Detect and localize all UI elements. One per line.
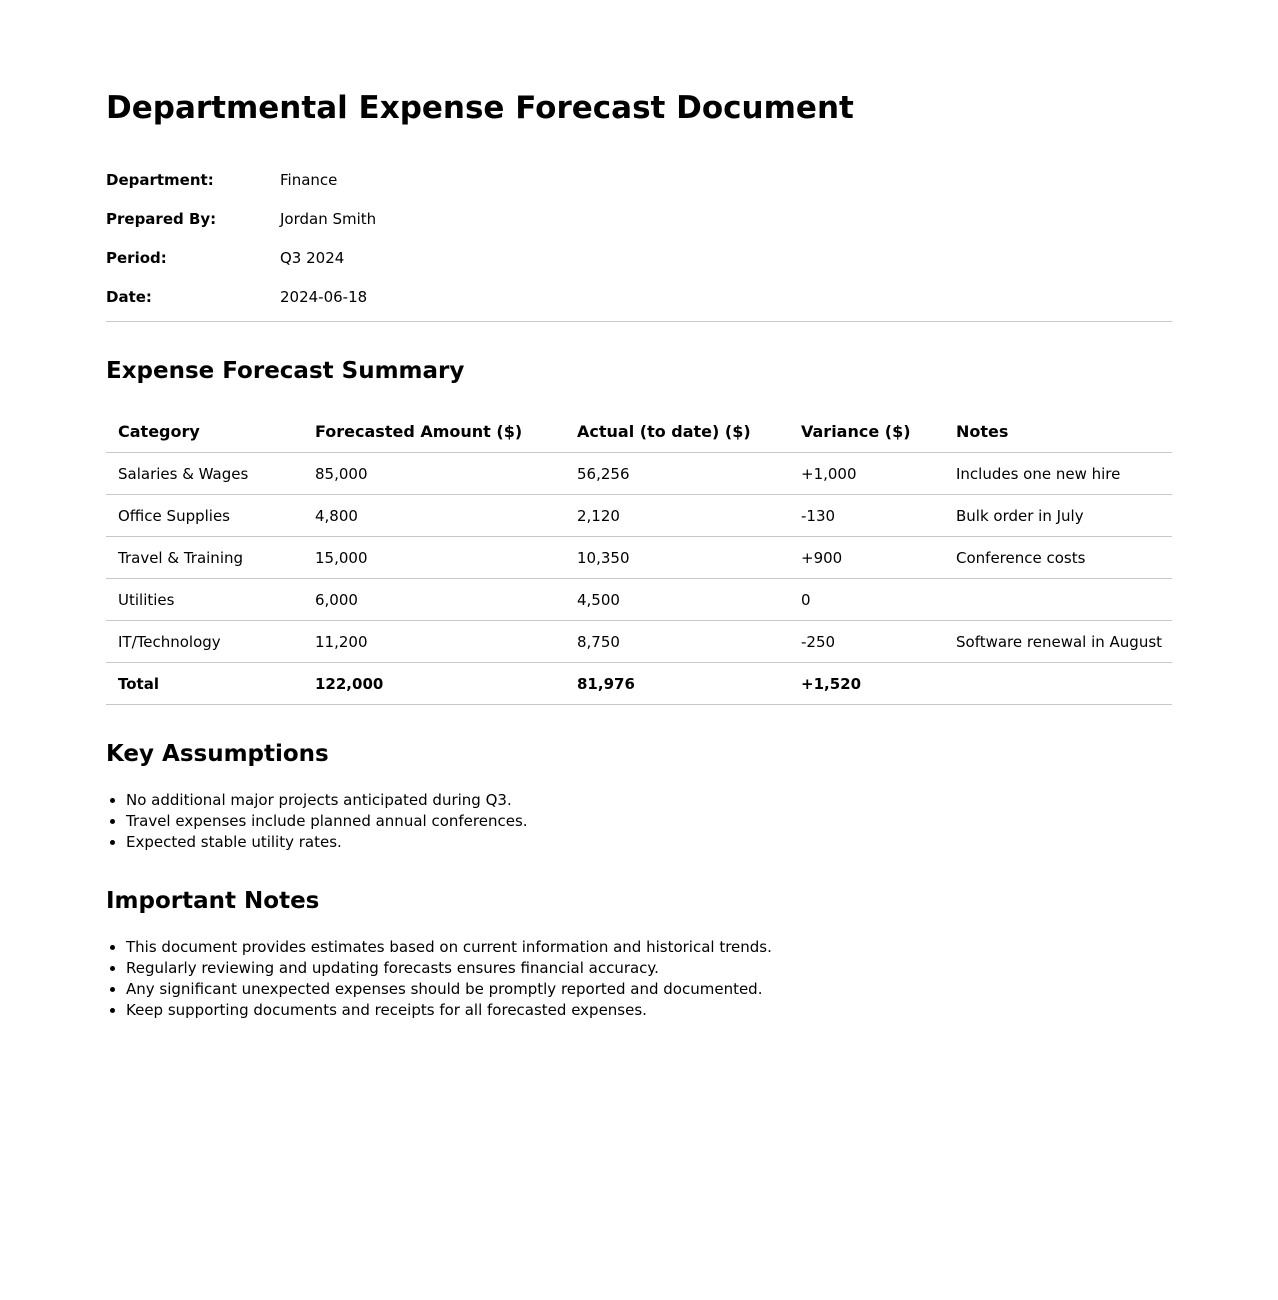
list-item: • No additional major projects anticipated during Q3.	[126, 790, 528, 811]
cell-actual: 8,750	[565, 621, 789, 663]
meta-row-period	[106, 238, 706, 277]
column-header-forecasted: Forecasted Amount ($)	[303, 411, 565, 453]
list-item: • Keep supporting documents and receipts for all forecasted expenses.	[126, 1000, 772, 1021]
table-header-row	[106, 411, 1172, 453]
meta-row-department	[106, 160, 706, 199]
cell-notes: Bulk order in July	[944, 495, 1172, 537]
list-item: • Any significant unexpected expenses should be promptly reported and documented.	[126, 979, 772, 1000]
notes-list	[106, 937, 772, 1021]
meta-value: Q3 2024	[280, 248, 345, 267]
summary-heading: Expense Forecast Summary	[106, 358, 465, 384]
expense-forecast-table	[106, 411, 1172, 705]
cell-actual: 10,350	[565, 537, 789, 579]
meta-label: Date:	[106, 287, 152, 306]
meta-value: 2024-06-18	[280, 287, 368, 306]
cell-category: Utilities	[106, 579, 303, 621]
table-row	[106, 453, 1172, 495]
meta-value: Finance	[280, 170, 338, 189]
cell-notes	[944, 579, 1172, 621]
table-row	[106, 579, 1172, 621]
cell-actual: 56,256	[565, 453, 789, 495]
cell-category: Travel & Training	[106, 537, 303, 579]
cell-notes: Conference costs	[944, 537, 1172, 579]
column-header-notes: Notes	[944, 411, 1172, 453]
cell-category: Salaries & Wages	[106, 453, 303, 495]
cell-forecasted: 4,800	[303, 495, 565, 537]
table-total-row	[106, 663, 1172, 705]
cell-notes: Software renewal in August	[944, 621, 1172, 663]
cell-forecasted: 15,000	[303, 537, 565, 579]
total-notes	[944, 663, 1172, 705]
table-row	[106, 621, 1172, 663]
cell-actual: 4,500	[565, 579, 789, 621]
assumptions-list	[106, 790, 528, 853]
list-item: • Regularly reviewing and updating forecasts ensures financial accuracy.	[126, 958, 772, 979]
meta-label: Department:	[106, 170, 214, 189]
total-variance: +1,520	[789, 663, 944, 705]
cell-variance: +1,000	[789, 453, 944, 495]
cell-category: Office Supplies	[106, 495, 303, 537]
assumptions-heading: Key Assumptions	[106, 741, 329, 767]
total-label: Total	[106, 663, 303, 705]
cell-actual: 2,120	[565, 495, 789, 537]
meta-label: Period:	[106, 248, 167, 267]
page-title: Departmental Expense Forecast Document	[106, 90, 854, 126]
section-divider	[106, 321, 1172, 322]
column-header-variance: Variance ($)	[789, 411, 944, 453]
table-row	[106, 537, 1172, 579]
list-item: • This document provides estimates based on current information and historical trends.	[126, 937, 772, 958]
cell-category: IT/Technology	[106, 621, 303, 663]
meta-value: Jordan Smith	[280, 209, 377, 228]
cell-variance: -130	[789, 495, 944, 537]
meta-label: Prepared By:	[106, 209, 217, 228]
cell-variance: 0	[789, 579, 944, 621]
cell-variance: -250	[789, 621, 944, 663]
total-actual: 81,976	[565, 663, 789, 705]
column-header-actual: Actual (to date) ($)	[565, 411, 789, 453]
meta-row-prepared-by	[106, 199, 706, 238]
meta-row-date	[106, 277, 706, 316]
table-row	[106, 495, 1172, 537]
document-meta	[106, 160, 706, 316]
list-item: • Travel expenses include planned annual conferences.	[126, 811, 528, 832]
cell-forecasted: 85,000	[303, 453, 565, 495]
column-header-category: Category	[106, 411, 303, 453]
total-forecasted: 122,000	[303, 663, 565, 705]
cell-forecasted: 6,000	[303, 579, 565, 621]
cell-notes: Includes one new hire	[944, 453, 1172, 495]
notes-heading: Important Notes	[106, 888, 320, 914]
cell-forecasted: 11,200	[303, 621, 565, 663]
cell-variance: +900	[789, 537, 944, 579]
list-item: • Expected stable utility rates.	[126, 832, 528, 853]
